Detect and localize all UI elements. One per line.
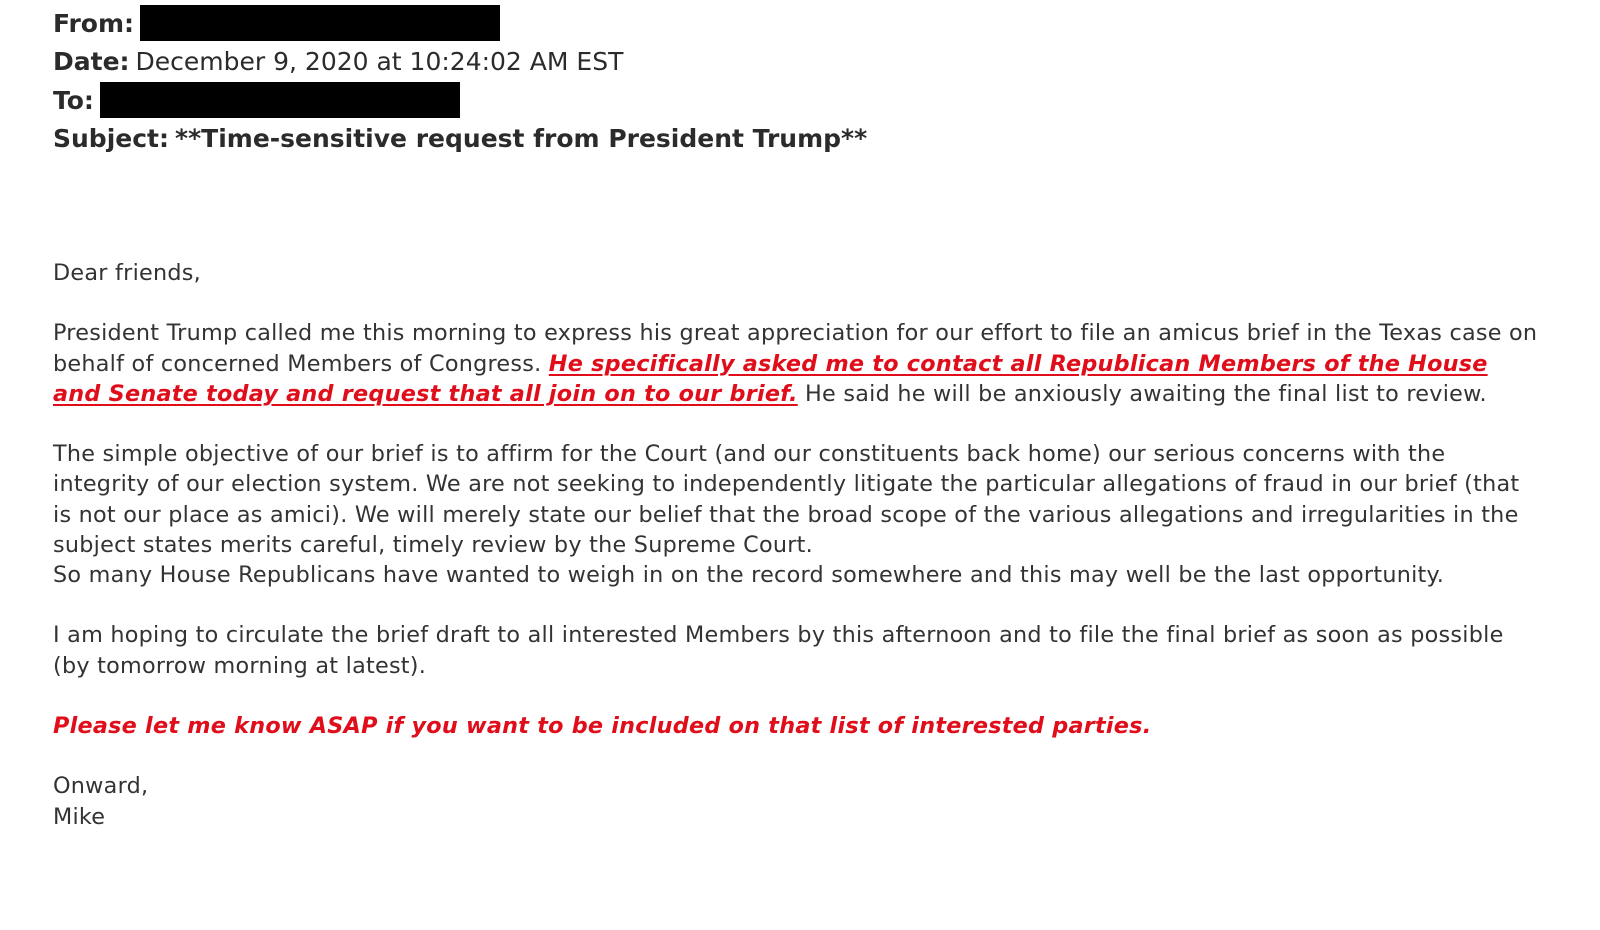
paragraph-1-highlight: He specifically asked me to contact all Republican Members of the House and Senate today and request that all join on to our brief. — [53, 350, 1488, 407]
from-label: From: — [53, 8, 135, 38]
signoff: Onward, — [53, 773, 149, 800]
to-label: To: — [53, 85, 94, 115]
subject-row — [53, 120, 1453, 159]
paragraph-1-start: President Trump called me this morning to express his great appreciation for our effort to file an amicus brief in the Texas case on behalf of concerned Members of Congress. — [53, 320, 1538, 377]
paragraph-2: The simple objective of our brief is to affirm for the Court (and our constituents back home) our serious concerns with the integrity of our election system. We are not seeking to independently litigate the particular allegations of fraud in our brief (that is not our place as amici). We will merely state our belief that the broad scope of the various allegations and irregularities in the subject states merits careful, timely review by the Supreme Court. — [53, 441, 1520, 558]
signature: Mike — [53, 803, 106, 830]
date-label: Date: — [53, 47, 130, 77]
paragraph-2-continuation: So many House Republicans have wanted to weigh in on the record somewhere and this may well be the last opportunity. — [53, 562, 1445, 588]
from-redaction — [140, 5, 500, 41]
greeting: Dear friends, — [53, 260, 201, 286]
date-value: December 9, 2020 at 10:24:02 AM EST — [135, 47, 624, 77]
paragraph-1 — [53, 318, 1543, 409]
paragraph-1-end: He said he will be anxiously awaiting the final list to review. — [797, 380, 1487, 407]
subject-label: Subject: — [53, 124, 169, 154]
email-header — [53, 4, 1453, 158]
paragraph-4-highlight: Please let me know ASAP if you want to be included on that list of interested parties. — [53, 712, 1152, 739]
to-row — [53, 81, 1453, 120]
paragraph-3: I am hoping to circulate the brief draft to all interested Members by this afternoon and to file the final brief as soon as possible (by tomorrow morning at latest). — [53, 622, 1504, 679]
subject-value: **Time-sensitive request from President Trump** — [175, 124, 868, 154]
email-body — [53, 258, 1543, 832]
from-row — [53, 4, 1453, 43]
date-row — [53, 43, 1453, 82]
to-redaction — [100, 82, 460, 118]
